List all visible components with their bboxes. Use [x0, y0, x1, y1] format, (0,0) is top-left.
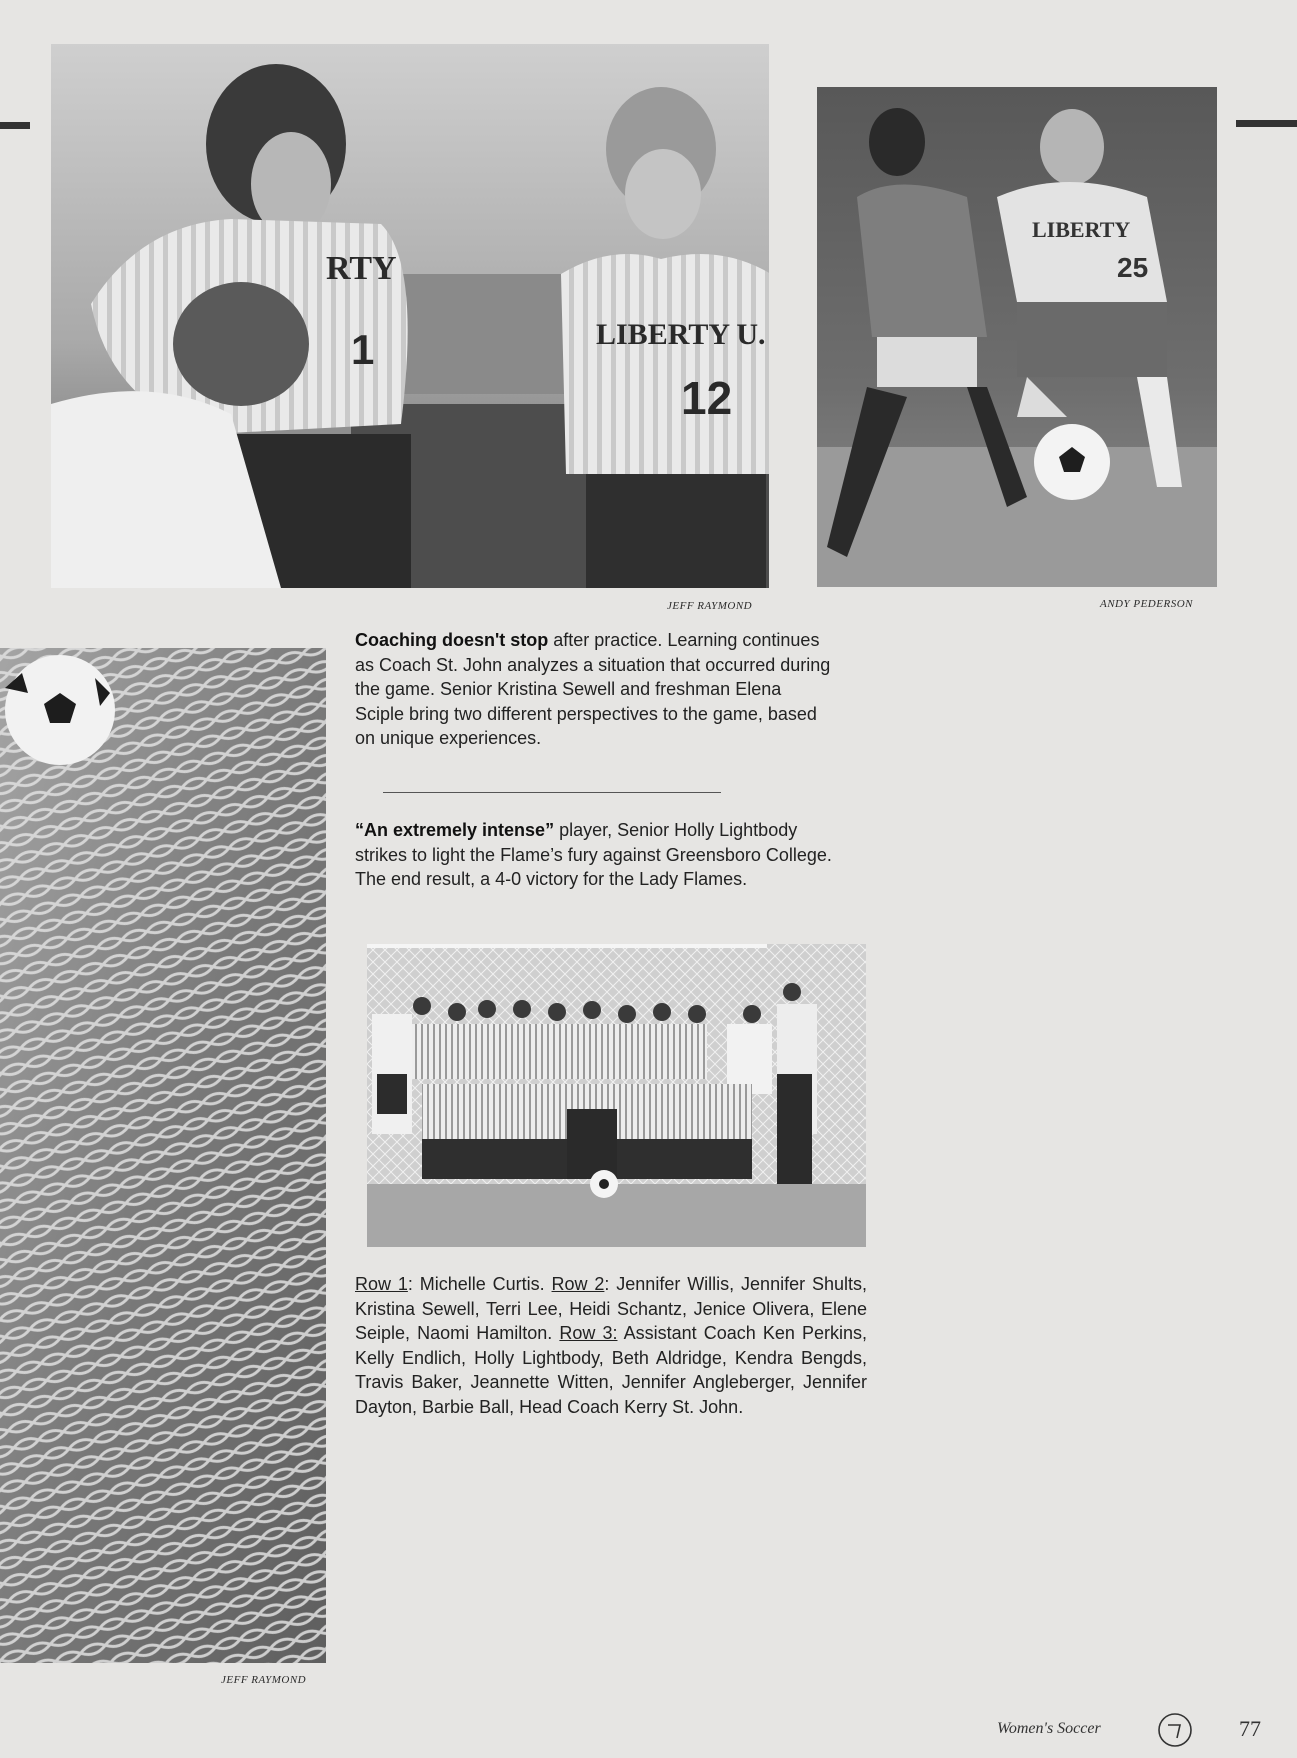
- page-number: 77: [1239, 1716, 1261, 1741]
- caption-roster: [355, 1272, 867, 1419]
- right-edge-mark: [1236, 120, 1297, 127]
- jersey-center-name: LIBERTY U.: [596, 318, 766, 351]
- photo-ball-net: [0, 648, 326, 1663]
- photo-credit-top-left: JEFF RAYMOND: [667, 600, 753, 612]
- jersey-center-number: 12: [681, 372, 733, 424]
- jersey-left-number: 1: [351, 326, 375, 373]
- flame-logo-icon: [1156, 1712, 1194, 1748]
- photo-credit-left: JEFF RAYMOND: [221, 1674, 307, 1686]
- row2-label: Row 2: [551, 1274, 605, 1294]
- left-edge-mark: [0, 122, 30, 129]
- row1-label: Row 1: [355, 1274, 408, 1294]
- jersey-left-letters: RTY: [326, 250, 397, 287]
- footer-section-title: Women's Soccer: [997, 1720, 1101, 1737]
- photo-team: [367, 944, 866, 1247]
- row3-label: Row 3:: [559, 1323, 618, 1343]
- row3-text: Assistant Coach Ken Perkins, Kelly Endlich, Holly Lightbody, Beth Aldridge, Kendra Bengds, Travis Baker, Jeannette Witten, Jennifer Angleberger, Jennifer Dayton, Barbie Ball, Head Coach Kerry St. John.: [355, 1323, 867, 1417]
- row1-text: : Michelle Curtis.: [407, 1274, 552, 1294]
- caption-coaching-lead: Coaching doesn't stop: [355, 630, 549, 650]
- caption-intense-lead: “An extremely intense”: [355, 820, 555, 840]
- photo-credit-top-right: ANDY PEDERSON: [1100, 598, 1193, 610]
- caption-coaching: [355, 628, 835, 751]
- photo-action-kick: [817, 87, 1217, 587]
- caption-coaching-body: after practice. Learning continues as Coach St. John analyzes a situation that occurred during the game. Senior Kristina Sewell and freshman Elena Sciple bring two different perspectives to the game, based on unique experiences.: [355, 630, 831, 748]
- caption-divider: [383, 792, 721, 793]
- photo-coaching-huddle: [51, 44, 769, 588]
- jersey-right-name: LIBERTY: [1032, 217, 1131, 242]
- caption-intense-player: [355, 818, 835, 892]
- caption-intense-body: player, Senior Holly Lightbody strikes to light the Flame’s fury against Greensboro College. The end result, a 4-0 victory for the Lady Flames.: [355, 820, 832, 889]
- row2-text: : Jennifer Willis, Jennifer Shults, Kristina Sewell, Terri Lee, Heidi Schantz, Jenice Olivera, Elene Seiple, Naomi Hamilton.: [355, 1274, 867, 1343]
- jersey-right-number: 25: [1117, 252, 1149, 283]
